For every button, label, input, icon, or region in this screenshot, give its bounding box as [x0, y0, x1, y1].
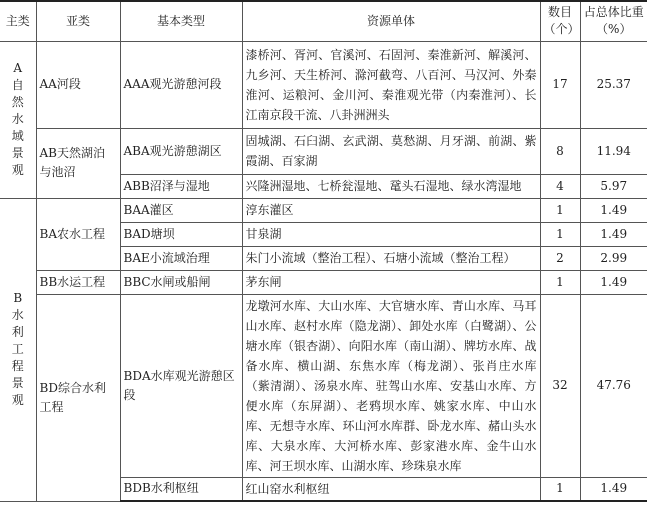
subcategory-cell: BA农水工程: [36, 198, 120, 270]
table-row: [0, 198, 647, 222]
header-subcategory: 亚类: [36, 1, 120, 41]
ratio-cell: 5.97: [580, 174, 647, 198]
ratio-cell: 25.37: [580, 41, 647, 128]
subcategory-cell: BD综合水利工程: [36, 294, 120, 501]
basic-type-cell: BAA灌区: [120, 198, 242, 222]
header-basic-type: 基本类型: [120, 1, 242, 41]
resource-unit-cell: 兴隆洲湿地、七桥瓮湿地、鼋头石湿地、绿水湾湿地: [242, 174, 540, 198]
subcategory-cell: AA河段: [36, 41, 120, 128]
resource-unit-cell: 茅东闸: [242, 270, 540, 294]
ratio-cell: 47.76: [580, 294, 647, 477]
resource-unit-cell: 朱门小流域（整治工程）、石塘小流域（整治工程）: [242, 246, 540, 270]
resource-unit-cell: 淳东灌区: [242, 198, 540, 222]
resource-unit-cell: 固城湖、石臼湖、玄武湖、莫愁湖、月牙湖、前湖、紫霞湖、百家湖: [242, 128, 540, 174]
table-row: [0, 128, 647, 174]
resource-unit-cell: 甘泉湖: [242, 222, 540, 246]
subcategory-cell: AB天然湖泊与池沼: [36, 128, 120, 198]
basic-type-cell: BBC水闸或船闸: [120, 270, 242, 294]
resource-unit-cell: 龙墩河水库、大山水库、大官塘水库、青山水库、马耳山水库、赵村水库（隐龙湖）、卸处水库（白鹭湖）、公塘水库（银杏湖）、向阳水库（南山湖）、牌坊水库、战备水库、横山湖、东焦水库（梅龙湖）、张肖庄水库（紫清湖）、汤泉水库、驻驾山水库、安基山水库、方便水库（东屏湖）、老鸦坝水库、姚家水库、中山水库、无想寺水库、环山河水库群、卧龙水库、赭山头水库、大泉水库、大河桥水库、彭家港水库、金牛山水库、河王坝水库、山湖水库、珍珠泉水库: [242, 294, 540, 477]
ratio-cell: 1.49: [580, 198, 647, 222]
basic-type-cell: BDB水利枢纽: [120, 477, 242, 501]
main-category-cell: A自然水域景观: [0, 41, 36, 198]
count-cell: 1: [540, 222, 580, 246]
header-ratio: 占总体比重（%）: [580, 1, 647, 41]
basic-type-cell: ABA观光游憩湖区: [120, 128, 242, 174]
count-cell: 1: [540, 270, 580, 294]
ratio-cell: 1.49: [580, 222, 647, 246]
resource-unit-cell: 红山窑水利枢纽: [242, 477, 540, 501]
header-resource-unit: 资源单体: [242, 1, 540, 41]
basic-type-cell: BAD塘坝: [120, 222, 242, 246]
subcategory-cell: BB水运工程: [36, 270, 120, 294]
count-cell: 1: [540, 477, 580, 501]
count-cell: 8: [540, 128, 580, 174]
ratio-cell: 2.99: [580, 246, 647, 270]
table-row: [0, 294, 647, 477]
ratio-cell: 1.49: [580, 477, 647, 501]
basic-type-cell: ABB沼泽与湿地: [120, 174, 242, 198]
count-cell: 17: [540, 41, 580, 128]
count-cell: 4: [540, 174, 580, 198]
table-row: [0, 41, 647, 128]
main-category-cell: B水利工程景观: [0, 198, 36, 501]
count-cell: 2: [540, 246, 580, 270]
header-count: 数目（个）: [540, 1, 580, 41]
basic-type-cell: BDA水库观光游憩区段: [120, 294, 242, 477]
resource-unit-cell: 漆桥河、胥河、官溪河、石固河、秦淮新河、解溪河、九乡河、天生桥河、滁河截弯、八百河、马汉河、外秦淮河、运粮河、金川河、秦淮观光带（内秦淮河）、长江南京段干流、八卦洲洲头: [242, 41, 540, 128]
ratio-cell: 11.94: [580, 128, 647, 174]
count-cell: 1: [540, 198, 580, 222]
count-cell: 32: [540, 294, 580, 477]
ratio-cell: 1.49: [580, 270, 647, 294]
table-row: [0, 270, 647, 294]
header-main-category: 主类: [0, 1, 36, 41]
basic-type-cell: AAA观光游憩河段: [120, 41, 242, 128]
basic-type-cell: BAE小流域治理: [120, 246, 242, 270]
table-header-row: [0, 1, 647, 41]
